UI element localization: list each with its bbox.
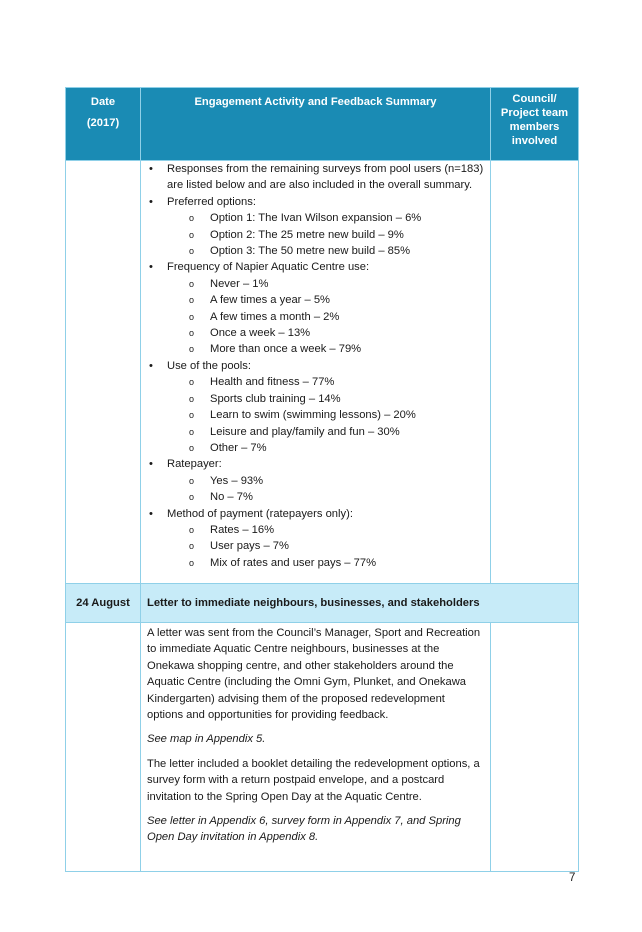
header-council-line: Council/ xyxy=(512,93,557,105)
sub-list xyxy=(167,210,484,259)
table-row xyxy=(66,623,579,872)
sub-bullet-item: o Mix of rates and user pays – 77% xyxy=(167,555,484,571)
row2-summary-cell xyxy=(141,623,491,872)
sub-list xyxy=(167,276,484,358)
header-council-line: Project team xyxy=(500,107,569,119)
sub-bullet-item: o Once a week – 13% xyxy=(167,325,484,341)
row2-date-cell xyxy=(66,623,141,872)
header-council-line: involved xyxy=(511,135,558,147)
bullet-text: Responses from the remaining surveys from pool users (n=183) are listed below and are also included in the overall summary. xyxy=(167,163,484,192)
sub-list xyxy=(167,374,484,456)
header-council-line: members xyxy=(509,121,560,133)
appendix-reference: See map in Appendix 5. xyxy=(147,733,266,746)
header-date-year: (2017) xyxy=(86,117,120,129)
sub-bullet-item: o Never – 1% xyxy=(167,276,484,292)
row1-summary-cell xyxy=(141,161,491,584)
sub-bullet-item: o Option 2: The 25 metre new build – 9% xyxy=(167,227,484,243)
section-row xyxy=(66,584,579,623)
sub-list xyxy=(167,473,484,506)
table-header-row xyxy=(66,88,579,161)
row1-council-cell xyxy=(491,161,579,584)
section-title: Letter to immediate neighbours, businesses, and stakeholders xyxy=(141,584,579,623)
sub-bullet-item: o Yes – 93% xyxy=(167,473,484,489)
sub-bullet-item: o A few times a month – 2% xyxy=(167,309,484,325)
bullet-item xyxy=(141,194,484,260)
bullet-text: Frequency of Napier Aquatic Centre use: xyxy=(167,261,370,274)
table-row xyxy=(66,161,579,584)
header-council xyxy=(491,88,579,161)
sub-bullet-item: o Rates – 16% xyxy=(167,522,484,538)
sub-bullet-item: o Option 3: The 50 metre new build – 85% xyxy=(167,243,484,259)
row2-council-cell xyxy=(491,623,579,872)
header-date xyxy=(66,88,141,161)
bullet-text: Ratepayer: xyxy=(167,458,222,471)
sub-bullet-item: o Sports club training – 14% xyxy=(167,391,484,407)
sub-bullet-item: o No – 7% xyxy=(167,489,484,505)
sub-bullet-item: o A few times a year – 5% xyxy=(167,292,484,308)
bullet-text: Method of payment (ratepayers only): xyxy=(167,507,353,520)
header-summary xyxy=(141,88,491,161)
bullet-item xyxy=(141,506,484,572)
bullet-item xyxy=(141,259,484,357)
sub-bullet-item: o Other – 7% xyxy=(167,440,484,456)
bullet-text: Preferred options: xyxy=(167,195,256,208)
bullet-text: Use of the pools: xyxy=(167,359,251,372)
sub-bullet-item: o Learn to swim (swimming lessons) – 20% xyxy=(167,407,484,423)
sub-bullet-item: o User pays – 7% xyxy=(167,538,484,554)
sub-bullet-item: o More than once a week – 79% xyxy=(167,341,484,357)
booklet-paragraph: The letter included a booklet detailing the redevelopment options, a survey form with a return postpaid envelope, and a postcard invitation to the Spring Open Day at the Aquatic Centre. xyxy=(147,757,480,803)
bullet-item xyxy=(141,456,484,505)
sub-bullet-item: o Leisure and play/family and fun – 30% xyxy=(167,424,484,440)
sub-list xyxy=(167,522,484,571)
section-date: 24 August xyxy=(66,584,141,623)
page-number: 7 xyxy=(569,872,576,884)
header-summary-label: Engagement Activity and Feedback Summary xyxy=(194,96,437,108)
row1-date-cell xyxy=(66,161,141,584)
letter-paragraph: A letter was sent from the Council’s Manager, Sport and Recreation to immediate Aquatic Centre neighbours, businesses at the Onekawa shopping centre, and other stakeholders around the Aquatic Centre (including the Omni Gym, Plunket, and Onekawa Kindergarten) advising them of the proposed redevelopment options and opportunities for providing feedback. xyxy=(147,627,481,722)
bullet-item xyxy=(141,358,484,456)
survey-results-list xyxy=(141,161,490,571)
header-date-label: Date xyxy=(90,96,116,108)
bullet-item xyxy=(141,161,484,194)
engagement-table xyxy=(65,87,579,872)
sub-bullet-item: o Health and fitness – 77% xyxy=(167,374,484,390)
appendix-reference: See letter in Appendix 6, survey form in Appendix 7, and Spring Open Day invitation in Appendix 8. xyxy=(147,815,461,844)
sub-bullet-item: o Option 1: The Ivan Wilson expansion – 6% xyxy=(167,210,484,226)
